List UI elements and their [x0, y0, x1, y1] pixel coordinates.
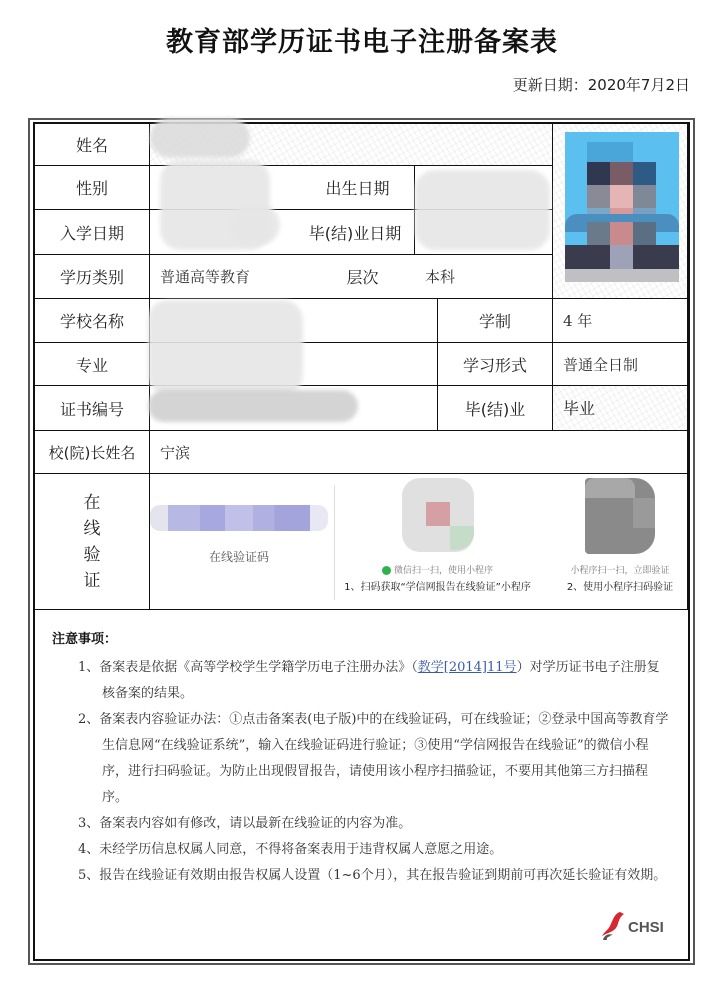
redacted-dates: [415, 170, 550, 250]
redacted-certificate-no: [148, 390, 358, 422]
qr1-hint-text: 微信扫一扫，使用小程序: [393, 566, 493, 576]
regulation-link[interactable]: 教学[2014]11号: [417, 660, 517, 675]
label-study-mode: 学习形式: [438, 343, 553, 386]
value-level: 本科: [415, 255, 553, 299]
value-study-mode: 普通全日制: [553, 343, 688, 386]
note-item-2: 2、备案表内容验证办法：①点击备案表(电子版)中的在线验证码，可在线验证；②登录中国高等教育学生信息网“在线验证系统”，输入在线验证码进行验证；③使用“学信网报告在线验证”的微信小程序，进行扫码验证。为防止出现假冒报告，请使用该小程序扫描验证，不要用其他第三方扫描程序。: [78, 712, 669, 805]
label-graduation-date: 毕(结)业日期: [295, 210, 415, 255]
note-item-1: 1、备案表是依据《高等学校学生学籍学历电子注册办法》（教学[2014]11号）对学历证书电子注册复核备案的结果。: [78, 660, 660, 701]
student-photo: [565, 132, 679, 282]
verify-char-3: 验: [83, 544, 101, 565]
label-graduation-status: 毕(结)业: [438, 386, 553, 431]
page-title: 教育部学历证书电子注册备案表: [166, 27, 558, 58]
value-education-type: 普通高等教育: [150, 255, 415, 299]
label-online-verify: [35, 474, 150, 610]
qr2-hint: 小程序扫一扫，立即验证: [570, 566, 670, 576]
verify-char-1: 在: [83, 492, 101, 513]
note-item-4: 4、未经学历信息权属人同意，不得将备案表用于违背权属人意愿之用途。: [78, 842, 503, 857]
chsi-logo: [600, 910, 664, 944]
note-item-5: 5、报告在线验证有效期由报告权属人设置（1~6个月），其在报告验证到期前可再次延长验证有效期。: [78, 868, 667, 883]
value-president-name: 宁滨: [150, 431, 688, 474]
label-certificate-no: 证书编号: [35, 386, 150, 431]
chsi-logo-text: CHSI: [628, 918, 664, 936]
label-duration: 学制: [438, 299, 553, 343]
label-birth-date: 出生日期: [300, 166, 415, 210]
notes-section: [52, 628, 672, 889]
notes-title: 注意事项：: [52, 632, 118, 647]
label-president-name: 校(院)长姓名: [35, 431, 150, 474]
label-name: 姓名: [35, 124, 150, 166]
label-level: 层次: [310, 255, 415, 299]
divider: [334, 485, 335, 600]
value-duration: 4 年: [553, 299, 688, 343]
redacted-enroll-extra: [230, 205, 280, 245]
check-icon: [382, 566, 391, 575]
online-verify-code[interactable]: [150, 505, 328, 531]
redacted-school-major: [148, 300, 303, 395]
note-item-3: 3、备案表内容如有修改，请以最新在线验证的内容为准。: [78, 816, 412, 831]
qr1-hint: [345, 563, 530, 576]
label-gender: 性别: [35, 166, 150, 210]
label-school-name: 学校名称: [35, 299, 150, 343]
label-major: 专业: [35, 343, 150, 386]
update-date: 更新日期：2020年7月2日: [512, 76, 690, 94]
label-education-type: 学历类别: [35, 255, 150, 299]
redacted-name: [150, 118, 250, 158]
qr1-caption: 1、扫码获取“学信网报告在线验证”小程序: [344, 582, 531, 593]
verify-char-2: 线: [83, 518, 101, 539]
value-graduation-status: 毕业: [553, 386, 688, 431]
qr2-caption: 2、使用小程序扫码验证: [566, 582, 674, 593]
qr-code-verify[interactable]: [585, 478, 655, 554]
verify-char-4: 证: [83, 570, 101, 591]
label-enroll-date: 入学日期: [35, 210, 150, 255]
qr-code-miniprogram[interactable]: [402, 478, 474, 552]
verify-code-caption: 在线验证码: [208, 550, 269, 564]
chsi-bird-icon: [600, 910, 626, 944]
